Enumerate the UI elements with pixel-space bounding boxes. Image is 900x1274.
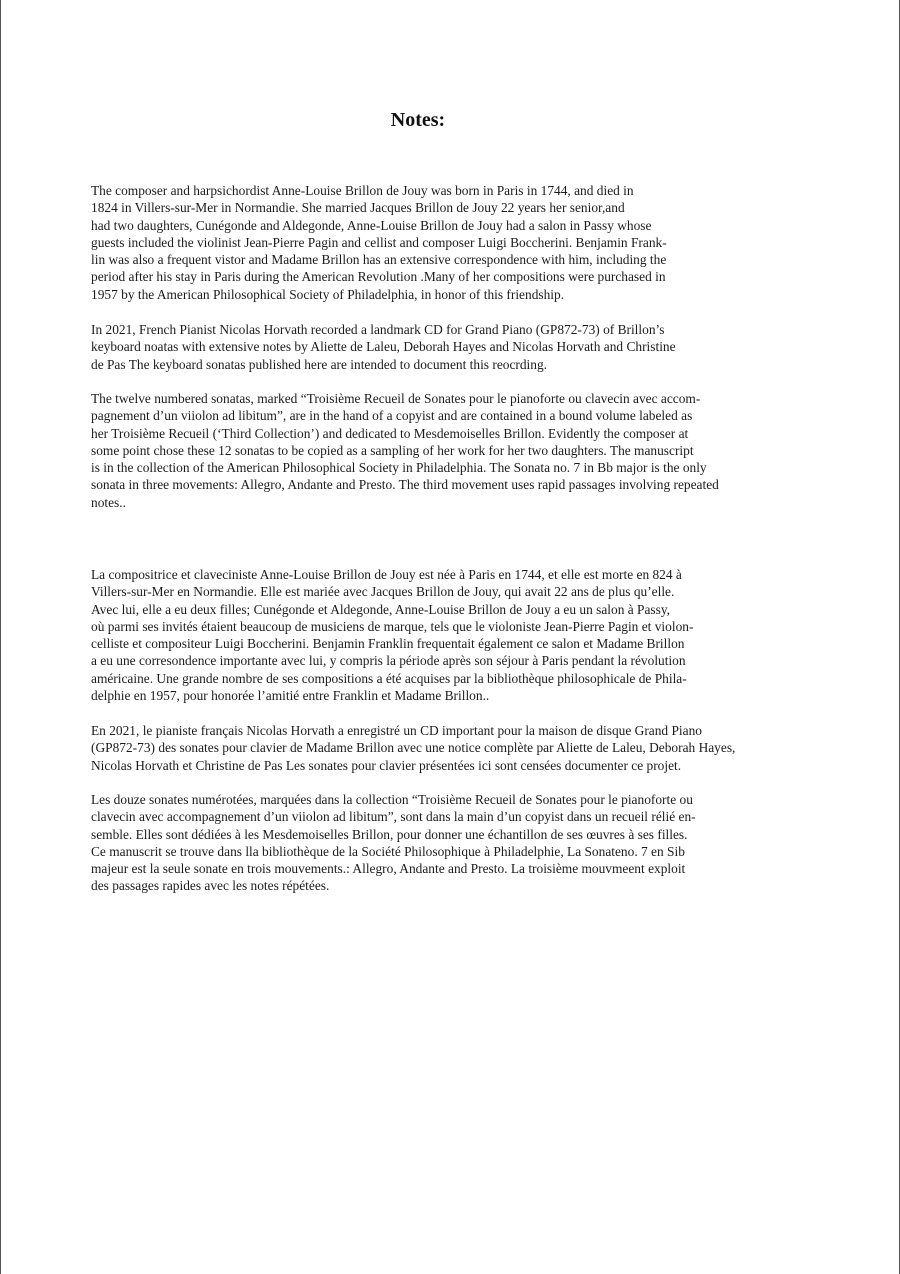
text-line: had two daughters, Cunégonde and Aldegonde, Anne-Louise Brillon de Jouy had a salon in Passy whose [91, 217, 652, 233]
text-line: period after his stay in Paris during the American Revolution .Many of her compositions were purchased in [91, 269, 666, 285]
text-line: sonata in three movements: Allegro, Andante and Presto. The third movement uses rapid passages involving repeated [91, 477, 719, 493]
text-line: is in the collection of the American Philosophical Society in Philadelphia. The Sonata no. 7 in Bb major is the only [91, 460, 707, 476]
paragraph-fr-enregistrement [91, 722, 735, 774]
text-line: Nicolas Horvath et Christine de Pas Les sonates pour clavier présentées ici sont censées documenter ce projet. [91, 757, 682, 773]
text-line: majeur est la seule sonate en trois mouvements.: Allegro, Andante and Presto. La troisième mouvmeent exploit [91, 861, 686, 877]
text-line: delphie en 1957, pour honorée l’amitié entre Franklin et Madame Brillon.. [91, 688, 490, 704]
page-title: Notes: [390, 109, 446, 131]
text-line: keyboard noatas with extensive notes by Aliette de Laleu, Deborah Hayes and Nicolas Horvath and Christine [91, 339, 676, 355]
text-line: des passages rapides avec les notes répétées. [91, 878, 330, 894]
text-line: The composer and harpsichordist Anne-Louise Brillon de Jouy was born in Paris in 1744, and died in [91, 183, 634, 198]
paragraph-en-biography [91, 182, 667, 303]
text-line: The twelve numbered sonatas, marked “Troisième Recueil de Sonates pour le pianoforte ou clavecin avec accom- [91, 391, 701, 406]
text-line: guests included the violinist Jean-Pierre Pagin and cellist and composer Luigi Boccherini. Benjamin Frank- [91, 234, 667, 250]
text-line: américaine. Une grande nombre de ses compositions a été acquises par la bibliothèque philosophicale de Phila- [91, 670, 687, 686]
paragraph-en-recording [91, 321, 676, 373]
paragraph-fr-sonates [91, 791, 696, 895]
text-line: pagnement d’un viiolon ad libitum”, are in the hand of a copyist and are contained in a bound volume labeled as [91, 408, 693, 424]
page-edge-left [0, 0, 1, 1274]
paragraph-fr-biographie [91, 566, 693, 704]
text-line: Ce manuscrit se trouve dans lla bibliothèque de la Société Philosophique à Philadelphie, La Sonateno. 7 en Sib [91, 843, 685, 859]
text-line: de Pas The keyboard sonatas published here are intended to document this reocrding. [91, 356, 548, 372]
text-line: semble. Elles sont dédiées à les Mesdemoiselles Brillon, pour donner une échantillon de ses œuvres à ses filles. [91, 826, 688, 842]
text-line: lin was also a frequent vistor and Madame Brillon has an extensive correspondence with him, including the [91, 252, 667, 268]
text-line: 1824 in Villers-sur-Mer in Normandie. She married Jacques Brillon de Jouy 22 years her senior,and [91, 200, 625, 216]
text-line: celliste et compositeur Luigi Boccherini. Benjamin Franklin frequentait également ce salon et Madame Brillon [91, 636, 685, 652]
text-line: In 2021, French Pianist Nicolas Horvath recorded a landmark CD for Grand Piano (GP872-73) of Brillon’s [91, 322, 665, 337]
text-line: some point chose these 12 sonatas to be copied as a sampling of her work for her two daughters. The manuscript [91, 442, 694, 458]
text-line: Villers-sur-Mer en Normandie. Elle est mariée avec Jacques Brillon de Jouy, qui avait 22 ans de plus qu’elle. [91, 584, 675, 600]
paragraph-en-sonatas [91, 390, 719, 511]
text-line: La compositrice et claveciniste Anne-Louise Brillon de Jouy est née à Paris en 1744, et elle est morte en 824 à [91, 567, 682, 582]
text-line: où parmi ses invités étaient beaucoup de musiciens de marque, tels que le violoniste Jean-Pierre Pagin et violon- [91, 618, 694, 634]
text-line: her Troisième Recueil (‘Third Collection’) and dedicated to Mesdemoiselles Brillon. Evidently the composer at [91, 425, 689, 441]
text-line: 1957 by the American Philosophical Society of Philadelphia, in honor of this friendship. [91, 286, 565, 302]
text-line: a eu une corresondence importante avec lui, y compris la période après son séjour à Paris pendant la révolution [91, 653, 686, 669]
text-line: Les douze sonates numérotées, marquées dans la collection “Troisième Recueil de Sonates pour le pianoforte ou [91, 792, 693, 807]
text-line: En 2021, le pianiste français Nicolas Horvath a enregistré un CD important pour la maison de disque Grand Piano [91, 723, 702, 738]
text-line: (GP872-73) des sonates pour clavier de Madame Brillon avec une notice complète par Aliette de Laleu, Deborah Hayes, [91, 740, 736, 756]
text-line: notes.. [91, 494, 126, 510]
text-line: Avec lui, elle a eu deux filles; Cunégonde et Aldegonde, Anne-Louise Brillon de Jouy a eu un salon à Passy, [91, 601, 671, 617]
text-line: clavecin avec accompagnement d’un viiolon ad libitum”, sont dans la main d’un copyist dans un recueil rélié en- [91, 809, 696, 825]
